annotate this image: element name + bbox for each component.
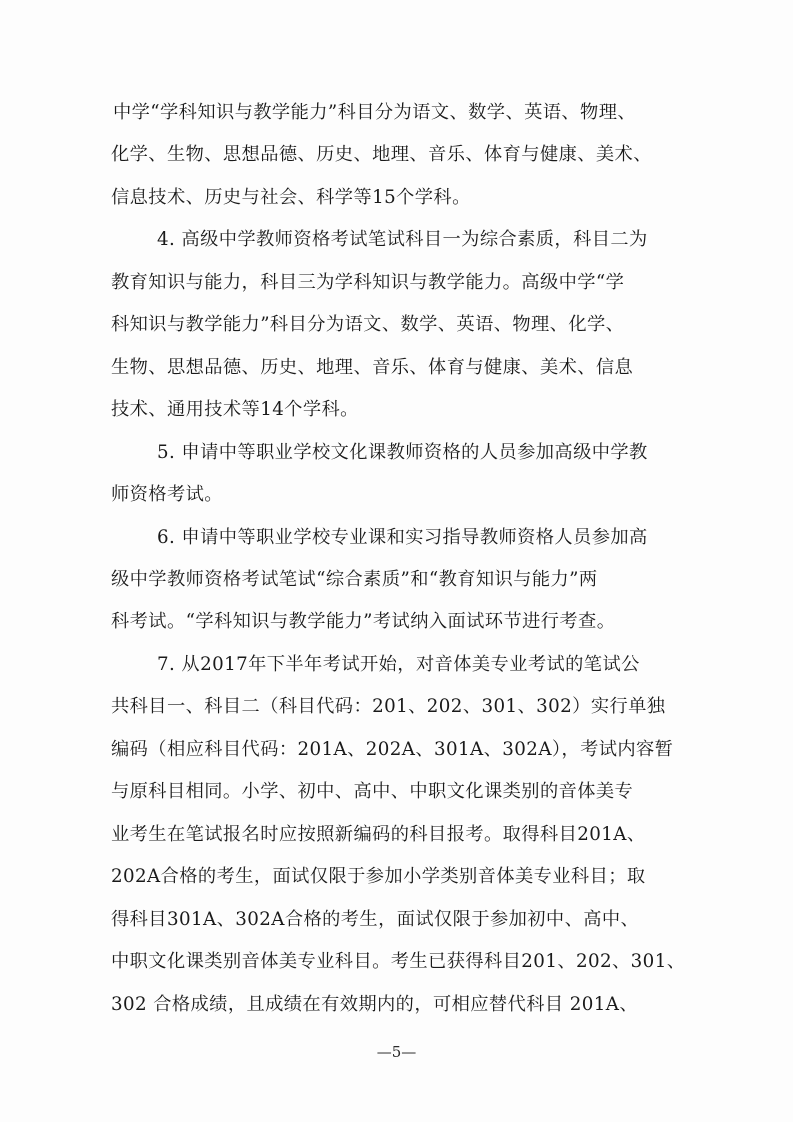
text-line-20: 得科目301A、302A合格的考生，面试仅限于参加初中、高中、 xyxy=(111,908,640,930)
text-line-18: 业考生在笔试报名时应按照新编码的科目报考。取得科目201A、 xyxy=(111,823,646,845)
text-line-22: 302 合格成绩，且成绩在有效期内的，可相应替代科目 201A、 xyxy=(111,993,638,1015)
text-line-2: 化学、生物、思想品德、历史、地理、音乐、体育与健康、美术、 xyxy=(111,144,652,166)
page-number: —5— xyxy=(376,1043,417,1061)
text-line-16: 编码（相应科目代码：201A、202A、301A、302A），考试内容暂 xyxy=(111,738,674,760)
text-line-9: 5. 申请中等职业学校文化课教师资格的人员参加高级中学教 xyxy=(157,441,648,463)
text-line-4: 4. 高级中学教师资格考试笔试科目一为综合素质，科目二为 xyxy=(157,229,648,251)
text-line-10: 师资格考试。 xyxy=(111,484,223,506)
text-line-11: 6. 申请中等职业学校专业课和实习指导教师资格人员参加高 xyxy=(157,526,648,548)
text-line-12: 级中学教师资格考试笔试“综合素质”和“教育知识与能力”两 xyxy=(111,569,598,590)
text-line-19: 202A合格的考生，面试仅限于参加小学类别音体美专业科目；取 xyxy=(111,866,646,888)
text-line-7: 生物、思想品德、历史、地理、音乐、体育与健康、美术、信息 xyxy=(111,356,634,378)
text-line-3: 信息技术、历史与社会、科学等15个学科。 xyxy=(111,186,471,208)
text-line-14: 7. 从2017年下半年考试开始，对音体美专业考试的笔试公 xyxy=(157,653,640,675)
text-line-8: 技术、通用技术等14个学科。 xyxy=(111,399,359,421)
text-line-5: 教育知识与能力，科目三为学科知识与教学能力。高级中学“学 xyxy=(111,271,625,293)
text-line-13: 科考试。“学科知识与教学能力”考试纳入面试环节进行考查。 xyxy=(111,611,616,633)
text-line-6: 科知识与教学能力”科目分为语文、数学、英语、物理、化学、 xyxy=(111,314,625,336)
text-line-17: 与原科目相同。小学、初中、高中、中职文化课类别的音体美专 xyxy=(111,781,634,803)
text-line-21: 中职文化课类别音体美专业科目。考生已获得科目201、202、301、 xyxy=(111,951,686,973)
text-line-1: 中学“学科知识与教学能力”科目分为语文、数学、英语、物理、 xyxy=(113,102,637,123)
text-line-15: 共科目一、科目二（科目代码：201、202、301、302）实行单独 xyxy=(111,696,666,718)
